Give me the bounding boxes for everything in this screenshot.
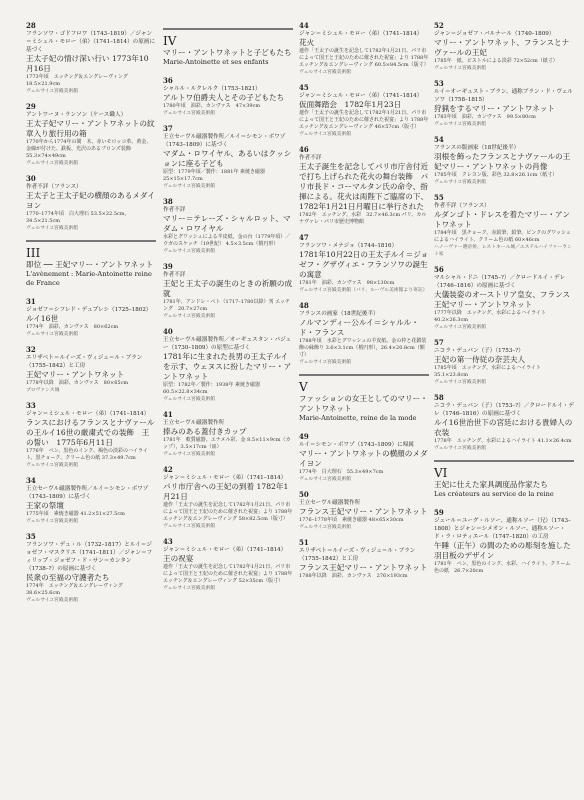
- catalog-entry: [26, 175, 156, 232]
- catalog-entry: [434, 22, 574, 72]
- entry-artist: ルイ＝シモン・ボワゾ（1743–1809）に帰属: [299, 442, 414, 448]
- entry-artist: ニコラ・デュパン（子）（1753–?）: [434, 348, 524, 354]
- entry-title: 王太子妃マリー・アントワネットの紋章入り旅行用の箱: [26, 119, 155, 138]
- catalog-entry: [434, 394, 574, 452]
- catalog-entry: [299, 539, 429, 580]
- section-title-ja: マリー・アントワネットと子どもたち: [163, 48, 292, 57]
- entry-meta: 1781年、アンドレ・ペト（1717–1780以降）刊 エッチング 20.7×27cm: [163, 299, 290, 312]
- entry-artist: ジャン＝ミシェル・モロー（弟）（1741–1814）: [299, 93, 423, 99]
- entry-meta: 1782年 エッチング、水彩 32.7×46.3cm パリ、カルナヴァレ・パリ市歴史博物館: [299, 212, 427, 225]
- section-header: [26, 240, 156, 288]
- catalog-entry: [163, 77, 293, 117]
- section-rule: [299, 374, 429, 376]
- entry-artist: 作者不詳: [299, 155, 322, 161]
- entry-number: 40: [163, 327, 173, 336]
- entry-artist: フランスの版画家（18世紀後半）: [434, 145, 520, 151]
- entry-title: パリ市庁舎への王妃の到着 1782年1月21日: [163, 482, 289, 501]
- entry-number: 45: [299, 83, 309, 92]
- catalog-entry: [26, 298, 156, 338]
- catalog-entry: [299, 83, 434, 138]
- entry-number: 55: [434, 193, 444, 202]
- section-title-fr: Marie-Antoinette et ses enfants: [163, 58, 269, 66]
- section-title-fr: Marie-Antoinette, reine de la mode: [299, 414, 417, 422]
- entry-source: ヴェルサイユ宮殿美術館: [163, 111, 216, 116]
- entry-meta: 1770年から1774年の間 木、赤いモロッコ革、黄金、金線が付けた、鉄板、光沢のあるブロンズ装飾 55.3×74×49cm: [26, 139, 152, 159]
- entry-source: ヴェルサイユ宮殿美術館: [163, 314, 216, 319]
- entry-artist: フランソワ・メナジョ（1744–1816）: [299, 243, 398, 249]
- section-number: IV: [163, 34, 177, 48]
- entry-artist: 作者不詳: [163, 272, 186, 278]
- column-2: [163, 22, 298, 798]
- entry-title: 捧みのある蓋付きカップ: [163, 427, 247, 436]
- entry-artist: ジュール＝ユーグ・ルソー、通称ルソー（兄）（1743–1808）とジャン＝シメオン・ルソー、通称ルソー・ド・ラ・ロティエール（1747–1820）の工房: [434, 518, 571, 540]
- entry-source: ヴェルサイユ宮殿美術館: [434, 180, 487, 185]
- entry-source: ヴェルサイユ宮殿美術館: [163, 452, 216, 457]
- entry-meta: 水彩とグワッシュによる羊皮紙、金の台（1779年頃）／ウガのスケッチ（19世紀） 4.5×3.5cm（楕円形）: [163, 234, 291, 247]
- entry-title: ランスにおけるフランスとナヴァールの王ルイ16世の厳粛式での装飾 王の誓い 1775年6月11日: [26, 418, 155, 447]
- entry-title: ルイ16世: [26, 314, 59, 323]
- entry-title: 王太子誕生を記念してパリ市庁舎付近で打ち上げられた花火の舞台装飾 パリ市長ド・コーマルタン氏の命令、指揮による。花火は両陛下ご臨席の下、1782年1月21日月曜日に挙行された: [299, 162, 429, 211]
- entry-title: 狩猟をするマリー・アントワネット: [434, 104, 555, 113]
- entry-meta: 1785年頃 エッチング、水彩によるハイライト 35.1×23.8cm: [434, 365, 541, 378]
- entry-title: マリー＝テレーズ・シャルロット、マダム・ロワイヤル: [163, 214, 291, 233]
- entry-number: 32: [26, 345, 36, 354]
- entry-source: ヴェルサイユ宮殿美術館: [26, 519, 79, 524]
- entry-source: プロヴァンス城: [26, 388, 60, 393]
- entry-title: 花火: [299, 38, 315, 47]
- entry-number: 34: [26, 476, 36, 485]
- entry-source: ヴェルサイユ宮殿美術館: [163, 586, 216, 591]
- entry-number: 36: [163, 76, 173, 85]
- entry-title: マリー・アントワネット、フランスとナヴァールの王妃: [434, 38, 570, 57]
- entry-source: ヴェルサイユ宮殿美術館: [163, 397, 216, 402]
- entry-title: 羽根を飾ったフランスとナヴァールの王妃マリー・アントワネットの肖像: [434, 152, 571, 171]
- entry-meta: 原型：1779年頃／製作：1881年 素焼き磁器 25×15×17.7cm: [163, 169, 266, 182]
- section-rule: [163, 28, 293, 30]
- entry-source: ヴェルサイユ宮殿美術館: [299, 477, 352, 482]
- entry-artist: フランスの画家（18世紀後半）: [299, 311, 379, 317]
- entry-number: 54: [434, 135, 444, 144]
- entry-number: 39: [163, 262, 173, 271]
- entry-meta: 1775年頃 素焼き磁器 41.2×51×27.5cm: [26, 511, 125, 517]
- entry-artist: シャルル・ルクレルク（1753–1821）: [163, 86, 261, 92]
- entry-title: 王太子と王太子妃の横顔のあるメダイヨン: [26, 191, 155, 210]
- entry-title: マダム・ロワイヤル、あるいはクッションに座る子ども: [163, 149, 292, 168]
- entry-meta: 1778年以降 油彩、カンヴァス 80×65cm: [26, 380, 129, 386]
- section-header: [299, 374, 429, 423]
- entry-source: ヴェルサイユ宮殿美術館: [26, 598, 79, 603]
- entry-number: 31: [26, 297, 36, 306]
- entry-source: ヴェルサイユ宮殿美術館: [434, 66, 487, 71]
- entry-source: ヴェルサイユ宮殿美術館（パリ、ルーヴル美術館より寄託）: [299, 288, 428, 293]
- entry-title: 1781年10月22日の王太子ルイ＝ジョゼフ・グザヴィエ・フランソワの誕生の寓意: [299, 250, 429, 279]
- entry-artist: ジャン＝ジョゼフ・バルナール（1740–1809）: [434, 31, 555, 37]
- catalog-entry: [163, 465, 298, 530]
- entry-title: 仮面舞踏会 1782年1月23日: [299, 100, 402, 109]
- entry-artist: 王立セーヴル磁器製作所: [163, 420, 225, 426]
- entry-artist: フランソワ・デュ・ル（1732–1817）とルイ＝ジョゼフ・マスクリエ（1741–1811）／ジャン＝フィリップ・ジョゼフ・ド・サン＝カンタン（1738–?）の原画に基づく: [26, 542, 153, 572]
- entry-source: ヴェルサイユ宮殿美術館: [434, 325, 487, 330]
- entry-artist: エリザベト＝ルイーズ・ヴィジェ＝ル・ブラン（1755–1842）と工房: [299, 548, 416, 562]
- entry-artist: ジャン＝ミシェル・モロー（弟）（1741–1814）: [163, 475, 287, 481]
- entry-artist: 作者不詳（フランス）: [434, 203, 490, 209]
- entry-meta: 1773年頃 エッチング＆エングレーヴィング 18.5×21.9cm: [26, 74, 128, 87]
- section-rule: [26, 240, 156, 242]
- entry-artist: 作者不詳（フランス）: [26, 184, 82, 190]
- entry-source: ヴェルサイユ宮殿美術館: [299, 70, 352, 75]
- column-3: [299, 21, 434, 798]
- catalog-entry: [299, 146, 429, 226]
- entry-source: ヴェルサイユ宮殿美術館: [299, 360, 352, 365]
- column-4: [434, 22, 574, 798]
- entry-meta: 1783年頃 油彩、カンヴァス 99.5×80cm: [434, 114, 536, 120]
- entry-meta: 1770–1774年頃 白大理石 53.5×22.5cm，34.5×21.5cm: [26, 211, 130, 224]
- catalog-entry: [26, 533, 156, 604]
- entry-source: ヴェルサイユ宮殿美術館: [26, 161, 79, 166]
- entry-artist: 王立セーヴル磁器製作所: [299, 500, 361, 506]
- entry-artist: 王立セーヴル磁器製作所／ルイ＝シモン・ボワゾ（1743–1809）に基づく: [163, 134, 286, 148]
- entry-number: 43: [163, 537, 173, 546]
- entry-title: 王の祝宴: [163, 554, 194, 563]
- section-title-ja: 王妃に仕えた家具調度品作家たち: [434, 480, 548, 489]
- entry-source: ヴェルサイユ宮殿美術館: [26, 332, 79, 337]
- catalog-entry: [434, 136, 574, 186]
- entry-number: 51: [299, 538, 309, 547]
- entry-number: 33: [26, 401, 36, 410]
- section-header: [434, 460, 574, 499]
- catalog-entry: [26, 402, 156, 469]
- entry-meta: 1781年 ペン、黒色のインク、水彩、ハイライト、クリーム色の紙 26.7×20cm: [434, 561, 571, 574]
- entry-meta: 1778年 エッチング、水彩によるハイライト 41.1×26.4cm: [434, 438, 572, 444]
- entry-source: ヴェルサイユ宮殿美術館: [434, 380, 487, 385]
- section-number: V: [299, 380, 308, 394]
- catalog-entry: [26, 103, 156, 167]
- entry-title: 王妃の第一侍従の奈芸夫人: [434, 355, 526, 364]
- entry-title: 1781年に生まれた長男の王太子ルイを示す、ウェヌスに扮したマリー・アントワネット: [163, 352, 292, 381]
- entry-meta: 1781年 軟質磁器、エナメル彩、金 8.5×11×9cm（カップ），3.5×17cm（皿）: [163, 437, 291, 450]
- entry-number: 46: [299, 145, 309, 154]
- entry-number: 38: [163, 197, 173, 206]
- entry-artist: 王立セーヴル磁器製作所／ルイ＝シモン・ボワゾ（1743–1809）に基づく: [26, 486, 149, 500]
- section-header: [163, 28, 293, 67]
- entry-number: 57: [434, 338, 444, 347]
- catalog-entry: [434, 266, 574, 331]
- entry-number: 59: [434, 508, 444, 517]
- catalog-entry: [26, 22, 156, 95]
- entry-meta: 1781年 油彩、カンヴァス 98×130cm: [299, 280, 395, 286]
- entry-number: 30: [26, 174, 36, 183]
- entry-meta: 1776年 ペン、黒色のインク、褐色の淡彩のハイライト、黒チョーク、クリーム色の紙 37.3×49.7cm: [26, 448, 148, 461]
- entry-artist: ジョゼフ＝シフレド・デュプレシ（1725–1802）: [26, 307, 152, 313]
- entry-title: ノルマンディー公ルイ＝シャルル・ド・フランス: [299, 318, 419, 337]
- entry-meta: 1777年以降 エッチング、水彩によるハイライト 40.2×26.3cm: [434, 310, 546, 323]
- entry-number: 41: [163, 410, 173, 419]
- section-title-ja: ファッションの女王としてのマリー・アントワネット: [299, 394, 428, 413]
- catalog-entry: [434, 80, 574, 128]
- catalog-entry: [163, 263, 293, 320]
- entry-title: 大儀装姿のオーストリア皇女、フランス王妃マリー・アントワネット: [434, 290, 571, 309]
- entry-artist: 作者不詳: [163, 207, 186, 213]
- section-title-ja: 即位 ── 王妃マリー・アントワネット: [26, 260, 154, 269]
- entry-meta: 1776–1778年頃 素焼き磁器 48×65×30cm: [299, 517, 404, 523]
- entry-number: 35: [26, 532, 36, 541]
- entry-number: 50: [299, 490, 309, 499]
- entry-meta: 連作「王太子の誕生を記念して1782年1月21日、パリ市によって国王と王妃のために催された祝宴」より 1788年 エッチング＆エングレーヴィング 60.5×84.5cm（版寸）: [299, 48, 434, 68]
- section-rule: [434, 460, 574, 462]
- entry-source: ヴェルサイユ宮殿美術館: [26, 89, 79, 94]
- entry-number: 37: [163, 124, 173, 133]
- entry-source: ヴェルサイユ宮殿美術館: [163, 184, 216, 189]
- entry-source: ヴェルサイユ宮殿美術館: [299, 132, 352, 137]
- entry-number: 44: [299, 21, 309, 30]
- entry-meta: 1774年 油彩、カンヴァス 80×62cm: [26, 324, 119, 330]
- column-1: [26, 22, 156, 798]
- catalog-entry: [163, 328, 293, 403]
- section-number: III: [26, 246, 41, 260]
- entry-meta: 1784年頃 黒チョーク、赤鉛筆、鉛筆、ピンクのグワッシュによるハイライト、クリーム色の紙 60×46cm: [434, 230, 571, 243]
- entry-title: 民衆の至福の守護者たち: [26, 573, 110, 582]
- entry-number: 29: [26, 102, 36, 111]
- entry-title: マリー・アントワネットの横顔のメダイヨン: [299, 449, 428, 468]
- entry-meta: 1788年以降 油彩、カンヴァス 276×193cm: [299, 573, 408, 579]
- section-number: VI: [434, 466, 448, 480]
- entry-artist: ルイ＝オーギュスト・ブラン、通称ブラン・ド・ヴェルソワ（1758–1815）: [434, 89, 573, 103]
- entry-number: 58: [434, 393, 444, 402]
- entry-artist: ジャン＝ミシェル・モロー（弟）（1741–1814）: [26, 411, 150, 417]
- catalog-entry: [299, 433, 429, 483]
- entry-source: ヴェルサイユ宮殿美術館: [434, 446, 487, 451]
- entry-artist: ジャン＝ミシェル・モロー（弟）（1741–1814）: [163, 547, 287, 553]
- entry-artist: アントワーヌ・ランソン（ケース職人）: [26, 112, 127, 118]
- entry-artist: ニコラ・デュパン（子）（1753–?）／クロードルイ・デレ（1746–1816）の原画に基づく: [434, 403, 574, 417]
- catalog-entry: [163, 537, 298, 592]
- section-title-fr: Les créateurs au service de la reine: [434, 490, 554, 498]
- entry-title: 午睡（正午）の間のための彫刻を施した羽目板のデザイン: [434, 541, 571, 560]
- entry-number: 56: [434, 265, 444, 274]
- entry-title: 王妃マリー・アントワネット: [26, 370, 125, 379]
- entry-meta: 1785年 紙、ビストルによる淡彩 72×52cm（紙寸）: [434, 58, 558, 64]
- entry-title: フランス王妃マリー・アントワネット: [299, 563, 428, 572]
- entry-artist: ジャン＝ミシェル・モロー（弟）（1741–1814）: [299, 31, 423, 37]
- entry-title: 王家の祭壇: [26, 501, 64, 510]
- entry-title: アルトワ伯爵夫人とその子どもたち: [163, 93, 285, 102]
- catalog-entry: [163, 411, 293, 458]
- catalog-entry: [434, 339, 574, 386]
- entry-source: ヴェルサイユ宮殿美術館: [163, 524, 216, 529]
- entry-artist: マルシャル・ドニ（1745–?）／クロードルイ・デレ（1746–1816）の原画に基づく: [434, 275, 566, 289]
- entry-title: ルダンゴト・ドレスを着たマリー・アントワネット: [434, 210, 570, 229]
- entry-meta: 連作「王太子の誕生を記念して1782年1月21日、パリ市によって国王と王妃のために催された祝宴」より 1788年 エッチング＆エングレーヴィング 46×57cm（版寸）: [299, 110, 434, 130]
- entry-source: ハノーヴァー選帝侯、レストネール城／エステルハイファーラント家: [434, 245, 572, 257]
- entry-number: 47: [299, 233, 309, 242]
- catalog-entry: [299, 21, 434, 76]
- catalog-entry: [26, 477, 156, 525]
- entry-number: 42: [163, 465, 173, 474]
- catalog-entry: [163, 125, 293, 190]
- catalog-entry: [434, 194, 574, 258]
- entry-meta: 原型：1782年／製作：1938年 素焼き磁器 60.5×22.8×34cm: [163, 382, 261, 395]
- catalog-entry: [163, 198, 293, 255]
- entry-source: ヴェルサイユ宮殿美術館: [299, 525, 352, 530]
- catalog-entry: [434, 509, 574, 575]
- entry-meta: 1774年 白大理石 55.3×49×7cm: [299, 469, 384, 475]
- entry-meta: 1780年頃 油彩、カンヴァス 47×39cm: [163, 103, 261, 109]
- entry-number: 49: [299, 432, 309, 441]
- entry-source: ヴェルサイユ宮殿美術館: [163, 249, 216, 254]
- entry-number: 52: [434, 21, 444, 30]
- entry-title: フランス王妃マリー・アントワネット: [299, 507, 428, 516]
- entry-artist: フランソワ・ゴドフロワ（1743–1819）／ジャン＝ミシェル・モロー（弟）（1741–1814）の原画に基づく: [26, 31, 156, 53]
- entry-meta: 1788年頃 水彩とグワッシュの羊皮紙、金の枠と花鎖装飾の縁飾り 3.6×3.1cm（楕円形），26.4×20.8cm（額寸）: [299, 338, 427, 358]
- entry-artist: エリザベト＝ルイーズ・ヴィジェ＝ル・ブラン（1755–1842）と工房: [26, 355, 143, 369]
- catalog-entry: [299, 234, 429, 294]
- catalog-entry: [299, 491, 429, 531]
- entry-number: 48: [299, 301, 309, 310]
- entry-source: ヴェルサイユ宮殿美術館: [434, 122, 487, 127]
- catalog-entry: [299, 302, 429, 366]
- entry-meta: 1785年頃 クレヨン版、彩色 32.8×26.1cm（紙寸）: [434, 172, 558, 178]
- entry-source: ヴェルサイユ宮殿美術館: [26, 463, 79, 468]
- entry-title: 王太子妃の情け深い行い 1773年10月16日: [26, 54, 149, 73]
- entry-artist: 王立セーヴル磁器製作所／オーギュスタン・パジュー（1730–1809）の原型に基づく: [163, 337, 292, 351]
- catalog-entry: [26, 346, 156, 394]
- entry-meta: 連作「王太子の誕生を記念して1782年1月21日、パリ市によって国王と王妃のために催された祝宴」より 1788年 エッチング＆エングレーヴィング 52×35cm（版寸）: [163, 564, 298, 584]
- entry-meta: 1774年 エッチング＆エングレーヴィング 38.6×25.6cm: [26, 583, 123, 596]
- entry-title: 王妃と王太子の誕生のときの祈願の成就: [163, 279, 293, 298]
- entry-meta: 連作「王太子の誕生を記念して1782年1月21日、パリ市によって国王と王妃のために催された祝宴」より 1788年 エッチング＆エングレーヴィング 58×82.5cm（版寸）: [163, 502, 298, 522]
- entry-title: ルイ16世治世下の宮廷における貴婦人の衣装: [434, 418, 573, 437]
- entry-number: 53: [434, 79, 444, 88]
- entry-source: ヴェルサイユ宮殿美術館: [26, 226, 79, 231]
- section-title-fr: L'avènement : Marie-Antoinette reine de France: [26, 270, 152, 287]
- entry-number: 28: [26, 21, 36, 30]
